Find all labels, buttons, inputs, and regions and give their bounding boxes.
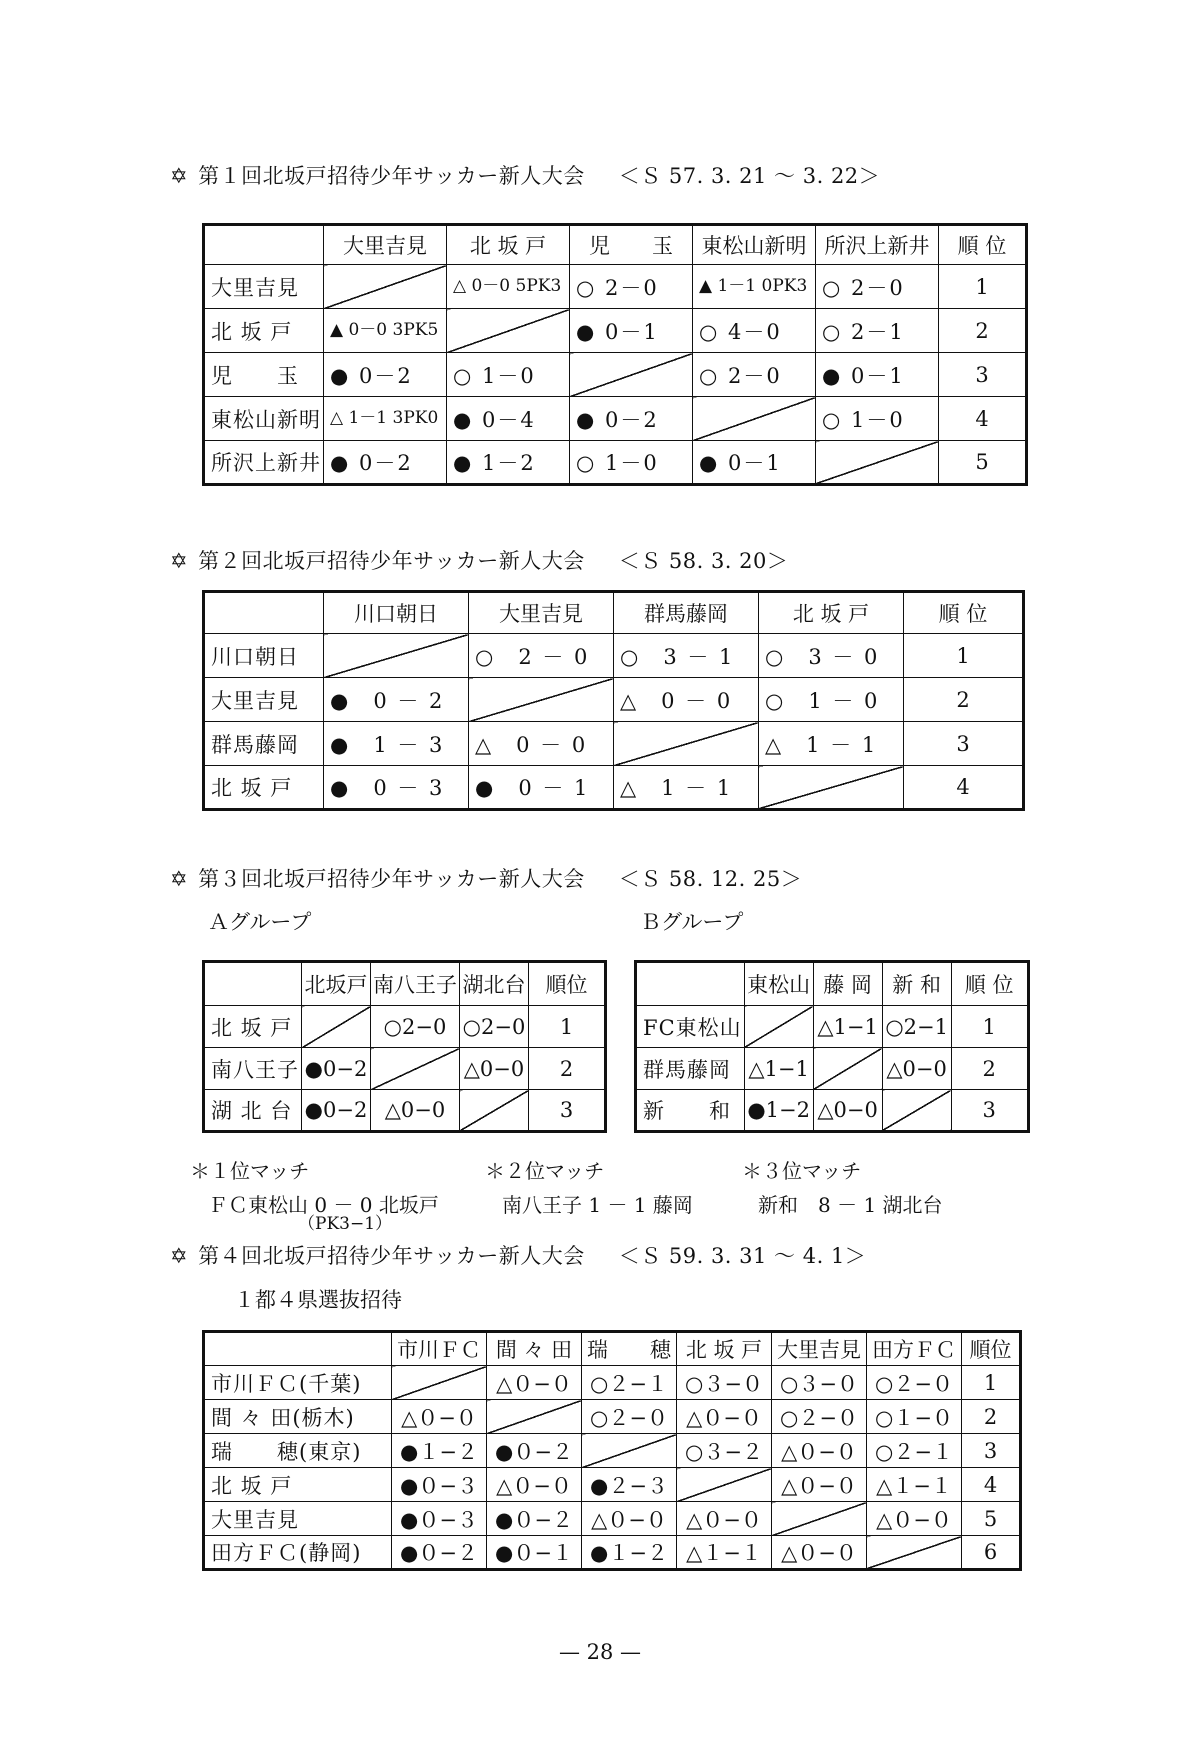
row-team: 市川ＦＣ(千葉) (204, 1366, 392, 1400)
group-b-label: Ｂグループ (640, 910, 744, 934)
t1-title-line (170, 160, 880, 190)
result-cell: ●２−３ (582, 1468, 677, 1502)
result-cell: △０−０ (582, 1502, 677, 1536)
match-3-label: ＊３位マッチ (742, 1159, 862, 1183)
t4-subtitle: １都４県選抜招待 (234, 1288, 402, 1312)
row-team: 所沢上新井 (204, 441, 324, 485)
result-cell: ○ 2 － 0 (469, 634, 614, 678)
result-cell: ○ 2－1 (816, 309, 939, 353)
diagonal-cell (371, 1048, 460, 1090)
t3-title-line (170, 863, 802, 893)
result-cell: ○３−２ (677, 1434, 772, 1468)
row-team: FC東松山 (636, 1006, 745, 1048)
diagonal-cell (813, 1048, 882, 1090)
rank-cell: 5 (962, 1502, 1021, 1536)
rank-cell: 1 (939, 265, 1027, 309)
table-row (204, 265, 1027, 309)
t3-title: 第３回北坂戸招待少年サッカー新人大会 (198, 867, 585, 891)
star-icon: ✡ (170, 164, 189, 188)
table-row (204, 309, 1027, 353)
result-cell: ●０−２ (392, 1536, 487, 1570)
result-cell: △０−０ (677, 1502, 772, 1536)
column-header: 北 坂 戸 (759, 592, 904, 634)
table-row (204, 1048, 606, 1090)
rank-cell: 3 (962, 1434, 1021, 1468)
t3-date: ＜Ｓ 58. 12. 25＞ (618, 867, 803, 891)
star-icon: ✡ (170, 1244, 189, 1268)
table-header-row (636, 962, 1029, 1006)
result-cell: △０−０ (772, 1434, 867, 1468)
result-cell: ● 1－2 (447, 441, 570, 485)
star-icon: ✡ (170, 867, 189, 891)
column-header: 新 和 (882, 962, 951, 1006)
diagonal-cell (324, 265, 447, 309)
match-1-pk: （PK3−1） (298, 1214, 393, 1234)
result-cell: △０−０ (867, 1502, 962, 1536)
result-cell: ●０−１ (487, 1536, 582, 1570)
column-header: 順位 (529, 962, 606, 1006)
result-cell: ● 0－2 (324, 441, 447, 485)
t1-title: 第１回北坂戸招待少年サッカー新人大会 (198, 164, 585, 188)
row-team: 大里吉見 (204, 265, 324, 309)
result-cell: ○ 1 － 0 (759, 678, 904, 722)
column-header: 藤 岡 (813, 962, 882, 1006)
result-cell: ● 0－1 (570, 309, 693, 353)
result-cell: ○ 2－0 (693, 353, 816, 397)
rank-cell: 5 (939, 441, 1027, 485)
result-cell: ●0−2 (302, 1048, 371, 1090)
diagonal-cell (772, 1502, 867, 1536)
table-row (204, 1502, 1021, 1536)
row-team: 瑞 穂(東京) (204, 1434, 392, 1468)
table-row (636, 1090, 1029, 1132)
diagonal-cell (677, 1468, 772, 1502)
corner-cell (204, 592, 324, 634)
row-team: 北 坂 戸 (204, 1468, 392, 1502)
table-header-row (204, 225, 1027, 265)
result-cell: ● 0－1 (693, 441, 816, 485)
t4-date: ＜Ｓ 59. 3. 31 ～ 4. 1＞ (618, 1244, 867, 1268)
column-header: 北坂戸 (302, 962, 371, 1006)
column-header: 大里吉見 (469, 592, 614, 634)
result-cell: ●０−３ (392, 1502, 487, 1536)
table-header-row (204, 1332, 1021, 1366)
result-cell: ● 0 － 2 (324, 678, 469, 722)
result-cell: △０−０ (772, 1536, 867, 1570)
result-cell: ○ 1－0 (816, 397, 939, 441)
result-cell: ● 0－2 (324, 353, 447, 397)
diagonal-cell (324, 634, 469, 678)
rank-cell: 3 (529, 1090, 606, 1132)
row-team: 児 玉 (204, 353, 324, 397)
result-cell: △0−0 (813, 1090, 882, 1132)
diagonal-cell (392, 1366, 487, 1400)
page-number: — 28 — (558, 1640, 642, 1664)
rank-cell: 1 (962, 1366, 1021, 1400)
result-cell: ▲ 1－1 0PK3 (693, 265, 816, 309)
result-cell: ○３−０ (772, 1366, 867, 1400)
column-header: 順位 (962, 1332, 1021, 1366)
table-row (204, 1366, 1021, 1400)
table-row (636, 1006, 1029, 1048)
row-team: 大里吉見 (204, 1502, 392, 1536)
result-cell: △ 0 － 0 (469, 722, 614, 766)
column-header: 間 々 田 (487, 1332, 582, 1366)
result-cell: ● 0 － 1 (469, 766, 614, 810)
table-header-row (204, 592, 1024, 634)
corner-cell (204, 1332, 392, 1366)
corner-cell (636, 962, 745, 1006)
diagonal-cell (447, 309, 570, 353)
rank-cell: 1 (904, 634, 1024, 678)
table-row (204, 1006, 606, 1048)
rank-cell: 2 (904, 678, 1024, 722)
result-cell: ○2−0 (460, 1006, 529, 1048)
match-1-label: ＊１位マッチ (190, 1159, 310, 1183)
result-cell: ○２−１ (582, 1366, 677, 1400)
table-row (204, 1434, 1021, 1468)
result-cell: ● 0－2 (570, 397, 693, 441)
result-cell: △0−0 (882, 1048, 951, 1090)
column-header: 川口朝日 (324, 592, 469, 634)
result-cell: ○１−０ (867, 1400, 962, 1434)
result-cell: ○ 2－0 (570, 265, 693, 309)
diagonal-cell (693, 397, 816, 441)
result-cell: △０−０ (487, 1366, 582, 1400)
result-cell: ○ 3 － 0 (759, 634, 904, 678)
result-cell: ○2−1 (882, 1006, 951, 1048)
column-header: 市川ＦＣ (392, 1332, 487, 1366)
result-cell: △ 1 － 1 (759, 722, 904, 766)
group-a-label: Ａグループ (208, 910, 312, 934)
t1-date: ＜Ｓ 57. 3. 21 ～ 3. 22＞ (618, 164, 881, 188)
column-header: 順 位 (904, 592, 1024, 634)
row-team: 新 和 (636, 1090, 745, 1132)
row-team: 湖 北 台 (204, 1090, 302, 1132)
diagonal-cell (302, 1006, 371, 1048)
column-header: 大里吉見 (772, 1332, 867, 1366)
result-cell: ▲ 0－0 3PK5 (324, 309, 447, 353)
result-cell: △0−0 (371, 1090, 460, 1132)
row-team: 北 坂 戸 (204, 1006, 302, 1048)
rank-cell: 2 (529, 1048, 606, 1090)
rank-cell: 3 (951, 1090, 1028, 1132)
rank-cell: 1 (529, 1006, 606, 1048)
column-header: 湖北台 (460, 962, 529, 1006)
result-cell: ○ 1－0 (570, 441, 693, 485)
t4-title-line (170, 1240, 866, 1270)
rank-cell: 3 (904, 722, 1024, 766)
column-header: 児 玉 (570, 225, 693, 265)
result-cell: △1−1 (813, 1006, 882, 1048)
result-cell: ● 0 － 3 (324, 766, 469, 810)
result-cell: ○２−０ (772, 1400, 867, 1434)
result-cell: ●０−２ (487, 1502, 582, 1536)
result-cell: △０−０ (487, 1468, 582, 1502)
result-cell: ○２−１ (867, 1434, 962, 1468)
row-team: 群馬藤岡 (636, 1048, 745, 1090)
column-header: 東松山 (744, 962, 813, 1006)
diagonal-cell (867, 1536, 962, 1570)
row-team: 大里吉見 (204, 678, 324, 722)
table-header-row (204, 962, 606, 1006)
table-row (204, 722, 1024, 766)
t4-table (202, 1330, 1022, 1571)
column-header: 東松山新明 (693, 225, 816, 265)
rank-cell: 4 (939, 397, 1027, 441)
result-cell: ●１−２ (392, 1434, 487, 1468)
diagonal-cell (460, 1090, 529, 1132)
result-cell: ●０−３ (392, 1468, 487, 1502)
rank-cell: 2 (962, 1400, 1021, 1434)
column-header: 北 坂 戸 (677, 1332, 772, 1366)
result-cell: △ 1 － 1 (614, 766, 759, 810)
result-cell: ○ 1－0 (447, 353, 570, 397)
row-team: 北 坂 戸 (204, 309, 324, 353)
table-row (636, 1048, 1029, 1090)
result-cell: △ 0－0 5PK3 (447, 265, 570, 309)
result-cell: ○３−０ (677, 1366, 772, 1400)
result-cell: ●0−2 (302, 1090, 371, 1132)
column-header: 南八王子 (371, 962, 460, 1006)
column-header: 北 坂 戸 (447, 225, 570, 265)
match-3-result: 新和 8 － 1 湖北台 (758, 1193, 943, 1217)
diagonal-cell (582, 1434, 677, 1468)
t2-title: 第２回北坂戸招待少年サッカー新人大会 (198, 549, 585, 573)
table-row (204, 353, 1027, 397)
diagonal-cell (570, 353, 693, 397)
match-2-label: ＊２位マッチ (485, 1159, 605, 1183)
column-header: 順 位 (939, 225, 1027, 265)
row-team: 東松山新明 (204, 397, 324, 441)
table-row (204, 1090, 606, 1132)
row-team: 川口朝日 (204, 634, 324, 678)
corner-cell (204, 225, 324, 265)
rank-cell: 3 (939, 353, 1027, 397)
diagonal-cell (487, 1400, 582, 1434)
result-cell: ●０−２ (487, 1434, 582, 1468)
t4-title: 第４回北坂戸招待少年サッカー新人大会 (198, 1244, 585, 1268)
rank-cell: 4 (962, 1468, 1021, 1502)
star-icon: ✡ (170, 549, 189, 573)
result-cell: ●1−2 (744, 1090, 813, 1132)
diagonal-cell (614, 722, 759, 766)
result-cell: △０−０ (677, 1400, 772, 1434)
table-row (204, 1468, 1021, 1502)
column-header: 大里吉見 (324, 225, 447, 265)
diagonal-cell (816, 441, 939, 485)
result-cell: ●１−２ (582, 1536, 677, 1570)
result-cell: △０−０ (772, 1468, 867, 1502)
result-cell: ○ 3 － 1 (614, 634, 759, 678)
table-row (204, 1536, 1021, 1570)
diagonal-cell (882, 1090, 951, 1132)
row-team: 群馬藤岡 (204, 722, 324, 766)
row-team: 南八王子 (204, 1048, 302, 1090)
rank-cell: 6 (962, 1536, 1021, 1570)
result-cell: ○2−0 (371, 1006, 460, 1048)
column-header: 田方ＦＣ (867, 1332, 962, 1366)
result-cell: ○ 2－0 (816, 265, 939, 309)
column-header: 順 位 (951, 962, 1028, 1006)
diagonal-cell (469, 678, 614, 722)
match-1-result: ＦＣ東松山 0 － 0 北坂戸 (208, 1193, 439, 1217)
column-header: 瑞 穂 (582, 1332, 677, 1366)
t2-table (202, 590, 1025, 811)
table-row (204, 678, 1024, 722)
column-header: 所沢上新井 (816, 225, 939, 265)
result-cell: ○ 4－0 (693, 309, 816, 353)
rank-cell: 2 (939, 309, 1027, 353)
table-row (204, 441, 1027, 485)
table-row (204, 397, 1027, 441)
row-team: 北 坂 戸 (204, 766, 324, 810)
result-cell: ● 1 － 3 (324, 722, 469, 766)
match-2-result: 南八王子 1 － 1 藤岡 (502, 1193, 693, 1217)
result-cell: △ 0 － 0 (614, 678, 759, 722)
rank-cell: 2 (951, 1048, 1028, 1090)
rank-cell: 1 (951, 1006, 1028, 1048)
row-team: 間 々 田(栃木) (204, 1400, 392, 1434)
t2-date: ＜Ｓ 58. 3. 20＞ (618, 549, 789, 573)
row-team: 田方ＦＣ(静岡) (204, 1536, 392, 1570)
table-row (204, 766, 1024, 810)
result-cell: △１−１ (677, 1536, 772, 1570)
rank-cell: 4 (904, 766, 1024, 810)
t3-group-a-table (202, 960, 607, 1133)
table-row (204, 1400, 1021, 1434)
column-header: 群馬藤岡 (614, 592, 759, 634)
result-cell: ● 0－4 (447, 397, 570, 441)
result-cell: △０−０ (392, 1400, 487, 1434)
result-cell: ○２−０ (582, 1400, 677, 1434)
result-cell: ● 0－1 (816, 353, 939, 397)
table-row (204, 634, 1024, 678)
result-cell: △ 1－1 3PK0 (324, 397, 447, 441)
result-cell: △1−1 (744, 1048, 813, 1090)
t3-group-b-table (634, 960, 1030, 1133)
result-cell: △0−0 (460, 1048, 529, 1090)
t1-table (202, 223, 1028, 486)
result-cell: ○２−０ (867, 1366, 962, 1400)
corner-cell (204, 962, 302, 1006)
t2-title-line (170, 545, 788, 575)
result-cell: △１−１ (867, 1468, 962, 1502)
diagonal-cell (744, 1006, 813, 1048)
diagonal-cell (759, 766, 904, 810)
